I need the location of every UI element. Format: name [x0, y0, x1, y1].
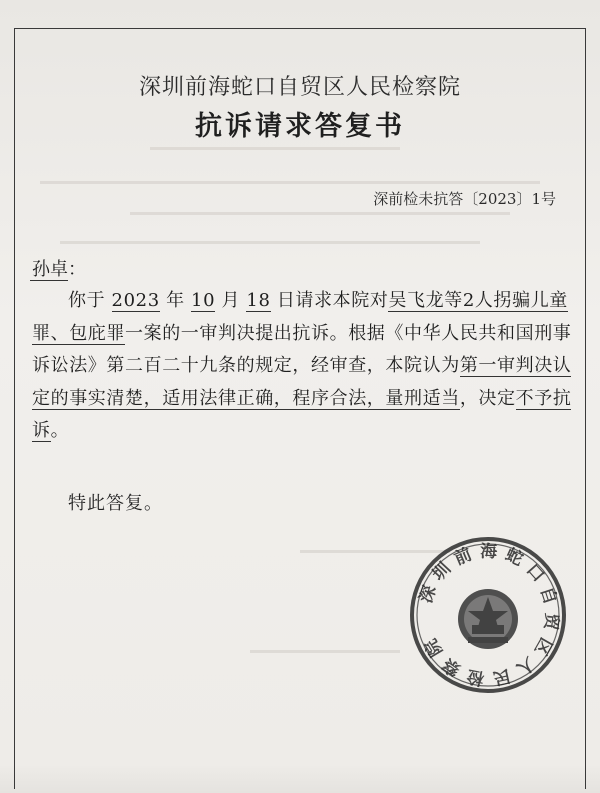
body-text: 日请求本院对 [276, 290, 389, 311]
bleed-through-line [130, 212, 510, 215]
addressee-underline [30, 280, 68, 281]
reply-body [32, 285, 572, 448]
body-text: 你于 [68, 290, 106, 311]
review-finding: 第一审判决认定的事实清楚，适用法律正确，程序合法，量刑适当 [32, 355, 572, 409]
request-year: 2023 [111, 290, 160, 311]
bleed-through-line [60, 241, 480, 244]
organization-name: 深圳前海蛇口自贸区人民检察院 [138, 75, 461, 100]
body-text: 一案的一审判决提出抗诉。根据《中华人民共和国刑事诉讼法》第二百二十九条的规定，经审查，本院认为 [32, 322, 572, 376]
bleed-through-line [250, 650, 400, 653]
request-month: 10 [191, 290, 216, 311]
document-title: 抗诉请求答复书 [195, 111, 405, 142]
body-text: 月 [221, 290, 241, 311]
decision: 不予抗诉 [32, 387, 572, 441]
page-shadow [0, 763, 600, 793]
seal-text: 深圳前海蛇口自贸区人民检察院 [416, 541, 562, 689]
bleed-through-line [40, 181, 540, 184]
bleed-through-line [150, 147, 400, 150]
closing-text: 特此答复。 [68, 493, 163, 514]
document-number: 深前检未抗答〔2023〕1号 [373, 190, 556, 208]
body-text: 年 [166, 290, 185, 311]
addressee: 孙卓： [32, 259, 86, 280]
case-name: 吴飞龙等2人拐骗儿童罪、包庇罪 [32, 290, 568, 344]
official-seal [408, 535, 568, 695]
body-text: ，决定 [459, 387, 516, 409]
request-day: 18 [246, 290, 271, 311]
body-text: 。 [50, 420, 70, 441]
body-paragraph [32, 285, 572, 448]
national-emblem-icon [458, 589, 518, 649]
